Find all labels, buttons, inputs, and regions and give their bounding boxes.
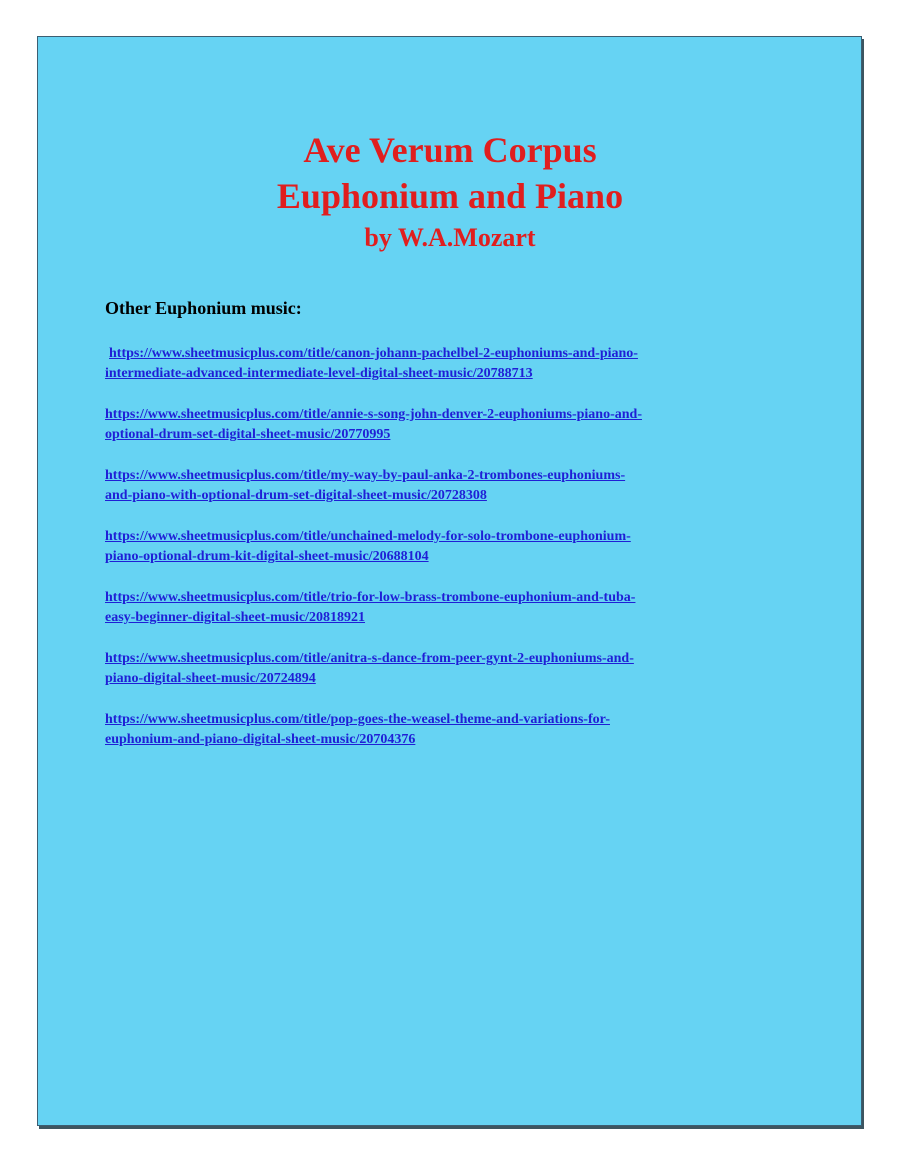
link-text-line: euphonium-and-piano-digital-sheet-music/20704376 bbox=[105, 732, 416, 747]
link-text-line: https://www.sheetmusicplus.com/title/canon-johann-pachelbel-2-euphoniums-and-piano- bbox=[109, 346, 638, 361]
link-pop-goes-the-weasel[interactable] bbox=[105, 710, 805, 750]
link-text-line: https://www.sheetmusicplus.com/title/my-way-by-paul-anka-2-trombones-euphoniums- bbox=[105, 468, 626, 483]
link-text-line: https://www.sheetmusicplus.com/title/trio-for-low-brass-trombone-euphonium-and-tuba- bbox=[105, 590, 636, 605]
link-text-line: piano-digital-sheet-music/20724894 bbox=[105, 671, 316, 686]
link-anitras-dance[interactable] bbox=[105, 649, 805, 689]
title-line-1: Ave Verum Corpus bbox=[303, 130, 597, 170]
link-text-line: https://www.sheetmusicplus.com/title/anitra-s-dance-from-peer-gynt-2-euphoniums-and- bbox=[105, 651, 634, 666]
link-list bbox=[105, 344, 805, 771]
link-unchained-melody[interactable] bbox=[105, 527, 805, 567]
link-annies-song[interactable] bbox=[105, 405, 805, 445]
link-text-line: and-piano-with-optional-drum-set-digital-sheet-music/20728308 bbox=[105, 488, 487, 503]
link-text-line: https://www.sheetmusicplus.com/title/annie-s-song-john-denver-2-euphoniums-piano-and- bbox=[105, 407, 642, 422]
link-text-line: https://www.sheetmusicplus.com/title/pop-goes-the-weasel-theme-and-variations-for- bbox=[105, 712, 610, 727]
section-heading: Other Euphonium music: bbox=[105, 298, 302, 318]
title-line-2: Euphonium and Piano bbox=[276, 176, 624, 216]
link-text-line: intermediate-advanced-intermediate-level-digital-sheet-music/20788713 bbox=[105, 366, 533, 381]
composer-line: by W.A.Mozart bbox=[364, 223, 536, 252]
link-trio-low-brass[interactable] bbox=[105, 588, 805, 628]
link-text-line: easy-beginner-digital-sheet-music/20818921 bbox=[105, 610, 366, 625]
link-text-line: optional-drum-set-digital-sheet-music/20770995 bbox=[105, 427, 391, 442]
title-block bbox=[0, 127, 900, 255]
link-canon-pachelbel[interactable] bbox=[105, 344, 805, 384]
link-text-line: piano-optional-drum-kit-digital-sheet-music/20688104 bbox=[105, 549, 429, 564]
link-my-way[interactable] bbox=[105, 466, 805, 506]
link-text-line: https://www.sheetmusicplus.com/title/unchained-melody-for-solo-trombone-euphonium- bbox=[105, 529, 631, 544]
